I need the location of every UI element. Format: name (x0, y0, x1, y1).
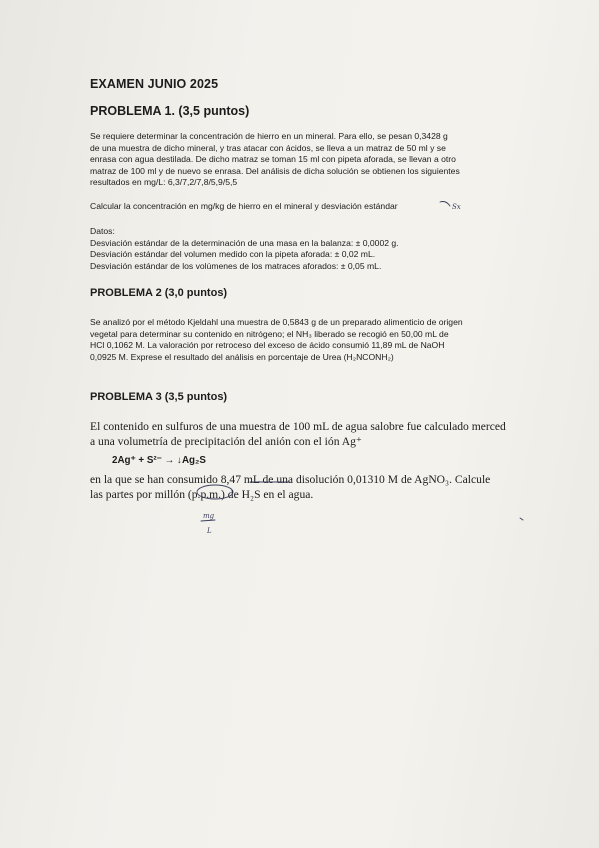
fraction-bar (201, 520, 215, 521)
units-denominator: L (207, 527, 212, 535)
data-item: Desviación estándar del volumen medido con la pipeta aforada: ± 0,02 mL. (90, 249, 376, 260)
problem-2-line: 0,0925 M. Exprese el resultado del análisis en porcentaje de Urea (H₂NCONH₂) (90, 351, 394, 362)
ppm-circle (197, 485, 233, 499)
problem-2-line: vegetal para determinar su contenido en nitrógeno; el NH₃ liberado se recogió en 50,00 mL de (90, 328, 449, 339)
problem-3-title: PROBLEMA 3 (3,5 puntos) (90, 391, 228, 403)
reaction-equation: 2Ag⁺ + S²⁻ → ↓Ag₂S (112, 455, 206, 466)
data-label: Datos: (90, 226, 115, 236)
stray-mark (520, 518, 523, 520)
data-item: Desviación estándar de la determinación de una masa en la balanza: ± 0,0002 g. (90, 237, 399, 248)
problem-1-question: Calcular la concentración en mg/kg de hierro en el mineral y desviación estándar (90, 201, 398, 211)
problem-3-line: en la que se han consumido 8,47 mL de una disolución 0,01310 M de AgNO₃. Calcule (90, 473, 491, 486)
problem-1-results-line: resultados en mg/L: 6,3/7,2/7,8/5,9/5,5 (90, 177, 238, 188)
problem-3-line: las partes por millón (p.p.m.) de H₂S en el agua. (90, 487, 314, 501)
data-item: Desviación estándar de los volúmenes de los matraces aforados: ± 0,05 mL. (90, 260, 382, 271)
problem-3-line: a una volumetría de precipitación del anión con el ión Ag⁺ (90, 434, 363, 448)
problem-2-line: HCl 0,1062 M. La valoración por retroceso del exceso de ácido consumió 11,89 mL de NaOH (90, 340, 445, 351)
problem-1-line: Se requiere determinar la concentración de hierro en un mineral. Para ello, se pesan 0,3428 g (90, 131, 448, 141)
problem-1-title: PROBLEMA 1. (3,5 puntos) (90, 104, 250, 118)
sigma-note: Sx (452, 203, 461, 211)
units-numerator: mg (203, 512, 215, 520)
problem-1-line: de una muestra de dicho mineral, y tras atacar con ácidos, se lleva a un matraz de 50 ml y se (90, 142, 446, 153)
problem-1-line: matraz de 100 ml y de nuevo se enrasa. Del análisis de dicha solución se obtienen los siguientes (90, 165, 460, 176)
exam-title: EXAMEN JUNIO 2025 (90, 77, 219, 91)
problem-3-line: El contenido en sulfuros de una muestra de 100 mL de agua salobre fue calculado merced (90, 420, 506, 433)
problem-2-line: Se analizó por el método Kjeldahl una muestra de 0,5843 g de un preparado alimenticio de origen (90, 317, 463, 327)
problem-2-title: PROBLEMA 2 (3,0 puntos) (90, 287, 228, 299)
sigma-mark (440, 202, 450, 207)
problem-1-line: enrasa con agua destilada. De dicho matraz se toman 15 ml con pipeta aforada, se llevan a otro (90, 154, 456, 165)
